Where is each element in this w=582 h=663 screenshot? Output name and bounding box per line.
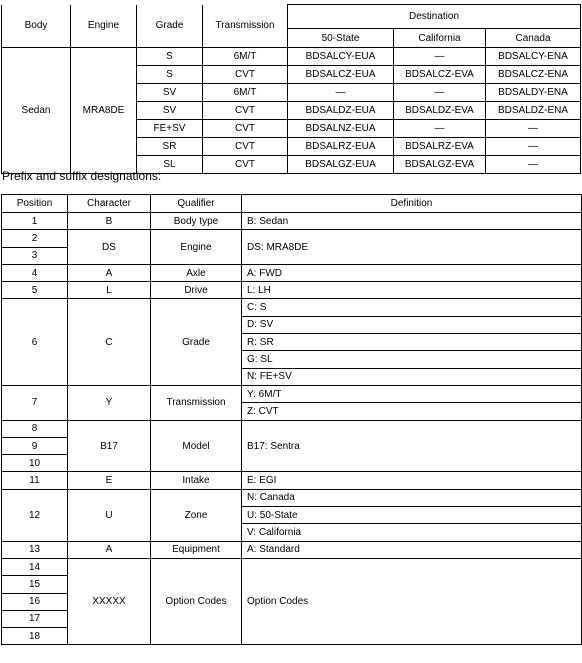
definition-cell: E: EGI [242,472,582,489]
transmission-cell: CVT [203,102,288,120]
transmission-cell: 6M/T [203,84,288,102]
table-row [2,299,582,316]
definition-cell: R: SR [242,334,582,351]
qualifier-cell: Option Codes [151,558,242,644]
state50-cell: BDSALDZ-EUA [288,102,394,120]
definition-cell: C: S [242,299,582,316]
qualifier-cell: Grade [151,299,242,385]
header-canada: Canada [486,29,581,48]
position-cell: 18 [2,628,68,645]
table-row [2,213,582,230]
table-row [2,282,582,299]
qualifier-cell: Transmission [151,385,242,420]
state50-cell: BDSALGZ-EUA [288,156,394,174]
character-cell: A [68,264,151,281]
definition-cell: DS: MRA8DE [242,230,582,265]
definition-cell: U: 50-State [242,507,582,524]
position-cell: 4 [2,264,68,281]
definition-cell: D: SV [242,316,582,333]
canada-cell: BDSALDY-ENA [486,84,581,102]
table-row [2,489,582,506]
position-cell: 15 [2,576,68,593]
grade-cell: SV [137,84,203,102]
position-cell: 9 [2,437,68,454]
qualifier-cell: Axle [151,264,242,281]
state50-cell: BDSALRZ-EUA [288,138,394,156]
position-cell: 8 [2,420,68,437]
header-position: Position [2,195,68,213]
table-row [2,420,582,437]
grade-cell: S [137,48,203,66]
canada-cell: — [486,138,581,156]
position-cell: 13 [2,541,68,558]
state50-cell: BDSALCZ-EUA [288,66,394,84]
canada-cell: BDSALCZ-ENA [486,66,581,84]
designation-table [1,194,582,645]
qualifier-cell: Body type [151,213,242,230]
definition-cell: G: SL [242,351,582,368]
transmission-cell: CVT [203,138,288,156]
table-row [2,558,582,575]
definition-cell: Z: CVT [242,403,582,420]
definition-cell: B17: Sentra [242,420,582,472]
table-row [2,230,582,247]
california-cell: — [394,48,486,66]
canada-cell: — [486,156,581,174]
definition-cell: Option Codes [242,558,582,644]
position-cell: 1 [2,213,68,230]
qualifier-cell: Zone [151,489,242,541]
header-transmission: Transmission [203,5,288,48]
table-row [2,48,581,66]
state50-cell: — [288,84,394,102]
definition-cell: B: Sedan [242,213,582,230]
grade-cell: S [137,66,203,84]
transmission-cell: CVT [203,156,288,174]
position-cell: 12 [2,489,68,541]
character-cell: XXXXX [68,558,151,644]
header-engine: Engine [71,5,137,48]
qualifier-cell: Model [151,420,242,472]
canada-cell: BDSALCY-ENA [486,48,581,66]
position-cell: 14 [2,558,68,575]
header-grade: Grade [137,5,203,48]
california-cell: BDSALGZ-EVA [394,156,486,174]
definition-cell: N: Canada [242,489,582,506]
position-cell: 11 [2,472,68,489]
canada-cell: BDSALDZ-ENA [486,102,581,120]
character-cell: U [68,489,151,541]
table-row [2,541,582,558]
position-cell: 6 [2,299,68,385]
position-cell: 17 [2,610,68,627]
grade-cell: SR [137,138,203,156]
california-cell: — [394,120,486,138]
state50-cell: BDSALCY-EUA [288,48,394,66]
header-50-state: 50-State [288,29,394,48]
header-definition: Definition [242,195,582,213]
character-cell: B [68,213,151,230]
body-cell: Sedan [2,48,71,174]
position-cell: 16 [2,593,68,610]
qualifier-cell: Equipment [151,541,242,558]
header-body: Body [2,5,71,48]
section-caption: Prefix and suffix designations: [2,169,162,183]
transmission-cell: CVT [203,120,288,138]
qualifier-cell: Drive [151,282,242,299]
position-cell: 10 [2,455,68,472]
california-cell: BDSALDZ-EVA [394,102,486,120]
california-cell: BDSALCZ-EVA [394,66,486,84]
character-cell: A [68,541,151,558]
definition-cell: V: California [242,524,582,541]
qualifier-cell: Engine [151,230,242,265]
character-cell: C [68,299,151,385]
model-code-table [1,4,581,174]
qualifier-cell: Intake [151,472,242,489]
engine-cell: MRA8DE [71,48,137,174]
canada-cell: — [486,120,581,138]
definition-cell: A: FWD [242,264,582,281]
transmission-cell: CVT [203,66,288,84]
definition-cell: A: Standard [242,541,582,558]
character-cell: Y [68,385,151,420]
character-cell: DS [68,230,151,265]
header-character: Character [68,195,151,213]
definition-cell: L: LH [242,282,582,299]
character-cell: B17 [68,420,151,472]
state50-cell: BDSALNZ-EUA [288,120,394,138]
california-cell: — [394,84,486,102]
character-cell: L [68,282,151,299]
position-cell: 3 [2,247,68,264]
definition-cell: Y: 6M/T [242,385,582,402]
grade-cell: SL [137,156,203,174]
character-cell: E [68,472,151,489]
header-california: California [394,29,486,48]
table-row [2,264,582,281]
transmission-cell: 6M/T [203,48,288,66]
position-cell: 2 [2,230,68,247]
table-row [2,385,582,402]
position-cell: 7 [2,385,68,420]
header-destination: Destination [288,5,581,29]
definition-cell: N: FE+SV [242,368,582,385]
table-row [2,472,582,489]
position-cell: 5 [2,282,68,299]
header-qualifier: Qualifier [151,195,242,213]
grade-cell: FE+SV [137,120,203,138]
grade-cell: SV [137,102,203,120]
california-cell: BDSALRZ-EVA [394,138,486,156]
